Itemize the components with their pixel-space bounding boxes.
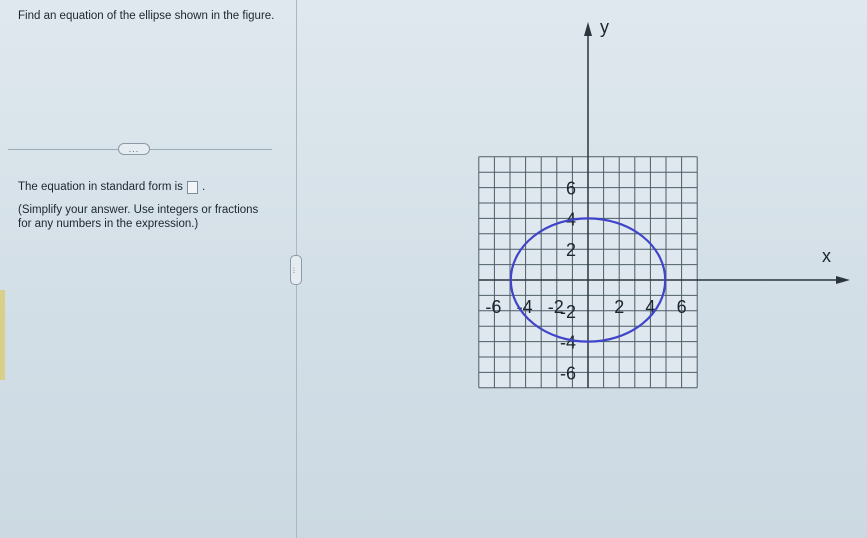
answer-prefix: The equation in standard form is [18, 181, 183, 193]
y-tick-label: 6 [566, 178, 577, 199]
x-tick-label: -6 [485, 297, 502, 317]
y-axis-arrowhead [584, 22, 592, 36]
x-tick-label: -2 [547, 297, 564, 317]
x-tick-label: -4 [516, 297, 533, 317]
x-tick-label: 2 [614, 297, 625, 317]
y-axis-label: y [600, 17, 609, 37]
y-tick-label: -4 [560, 332, 577, 353]
divider-expand-button[interactable]: ... [118, 143, 150, 155]
y-tick-label: 2 [566, 240, 577, 261]
answer-hint: (Simplify your answer. Use integers or fractions for any numbers in the expression.) [18, 204, 259, 230]
answer-suffix: . [201, 181, 206, 193]
question-text: Find an equation of the ellipse shown in the figure. [18, 10, 275, 22]
x-tick-label: 6 [676, 297, 687, 317]
x-axis-label: x [822, 246, 831, 266]
x-axis-arrowhead [836, 276, 850, 284]
y-tick-label: -6 [560, 363, 577, 384]
splitter-handle[interactable]: ... [290, 255, 302, 285]
x-tick-label: 4 [645, 297, 656, 317]
y-tick-label: 4 [566, 209, 577, 230]
y-tick-label: -2 [560, 301, 577, 322]
